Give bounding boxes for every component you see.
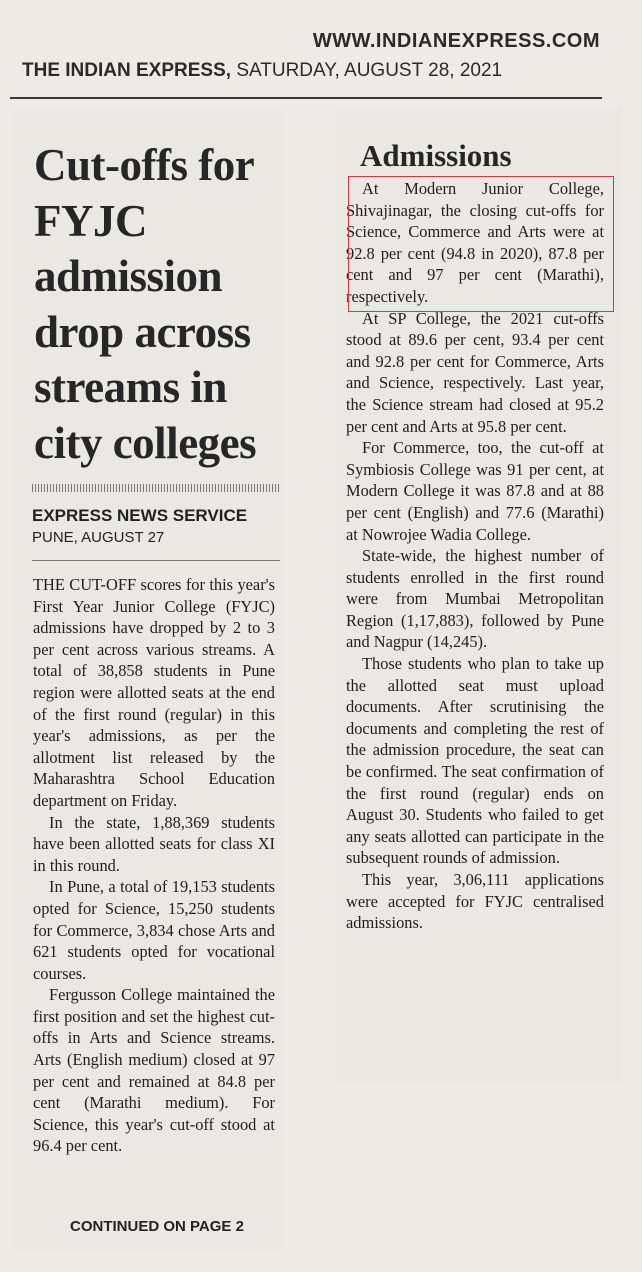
paragraph: This year, 3,06,111 applications were accepted for FYJC centralised admissions. [346, 870, 604, 933]
masthead-dateline [22, 60, 502, 82]
paragraph: For Commerce, too, the cut-off at Symbiosis College was 91 per cent, at Modern College it was 87.8 and at 88 per cent (English) and 77.6 (Marathi) at Nowrojee Wadia College. [346, 438, 604, 544]
byline: EXPRESS NEWS SERVICE [32, 506, 248, 525]
paragraph: THE CUT-OFF scores for this year's First Year Junior College (FYJC) admissions have dropped by 2 to 3 per cent across various streams. A total of 38,858 students in Pune region were allotted seats at the end of the first round (regular) in this year's admissions, as per the allotment list released by the Maharashtra School Education department on Friday. [33, 575, 275, 810]
masthead-url: WWW.INDIANEXPRESS.COM [312, 30, 600, 52]
paragraph: In Pune, a total of 19,153 students opted for Science, 15,250 students for Commerce, 3,834 chose Arts and 621 students opted for vocational courses. [33, 877, 275, 983]
article-body-left [33, 574, 275, 1157]
byline-divider [32, 560, 280, 561]
paragraph: Those students who plan to take up the allotted seat must upload documents. After scrutinising the documents and completing the rest of the admission procedure, the seat can be confirmed. The seat confirmation of the first round (regular) ends on August 30. Students who failed to get any seats allotted can participate in the subsequent rounds of admission. [346, 654, 604, 868]
highlight-box [348, 176, 614, 312]
paragraph: Fergusson College maintained the first position and set the highest cut-offs in Arts and Science streams. Arts (English medium) closed at 97 per cent and remained at 84.8 per cent (Marathi medium). For Science, this year's cut-off stood at 96.4 per cent. [33, 985, 275, 1156]
continued-note: CONTINUED ON PAGE 2 [70, 1218, 244, 1235]
paragraph: At SP College, the 2021 cut-offs stood at 89.6 per cent, 93.4 per cent and 92.8 per cent for Commerce, Arts and Science, respectively. Last year, the Science stream had closed at 95.2 per cent and Arts at 95.8 per cent. [346, 308, 604, 436]
masthead-rule [10, 97, 602, 99]
paper-name: THE INDIAN EXPRESS, [22, 60, 232, 81]
paragraph: At Modern Junior College, Shivajinagar, the closing cut-offs for Science, Commerce and Arts were at 92.8 per cent (94.8 in 2020), 87.8 per cent and 97 per cent (Marathi), respectively. [346, 179, 604, 306]
article-dateline: PUNE, AUGUST 27 [32, 529, 165, 546]
article-headline: Cut-offs for FYJC admission drop across streams in city colleges [34, 140, 257, 468]
publication-date: SATURDAY, AUGUST 28, 2021 [231, 60, 503, 81]
section-subhead: Admissions [360, 138, 512, 173]
paragraph: State-wide, the highest number of students enrolled in the first round were from Mumbai Metropolitan Region (1,17,883), followed by Pune and Nagpur (14,245). [346, 546, 604, 652]
byline-rule [32, 484, 280, 492]
paragraph: In the state, 1,88,369 students have been allotted seats for class XI in this round. [33, 812, 275, 875]
